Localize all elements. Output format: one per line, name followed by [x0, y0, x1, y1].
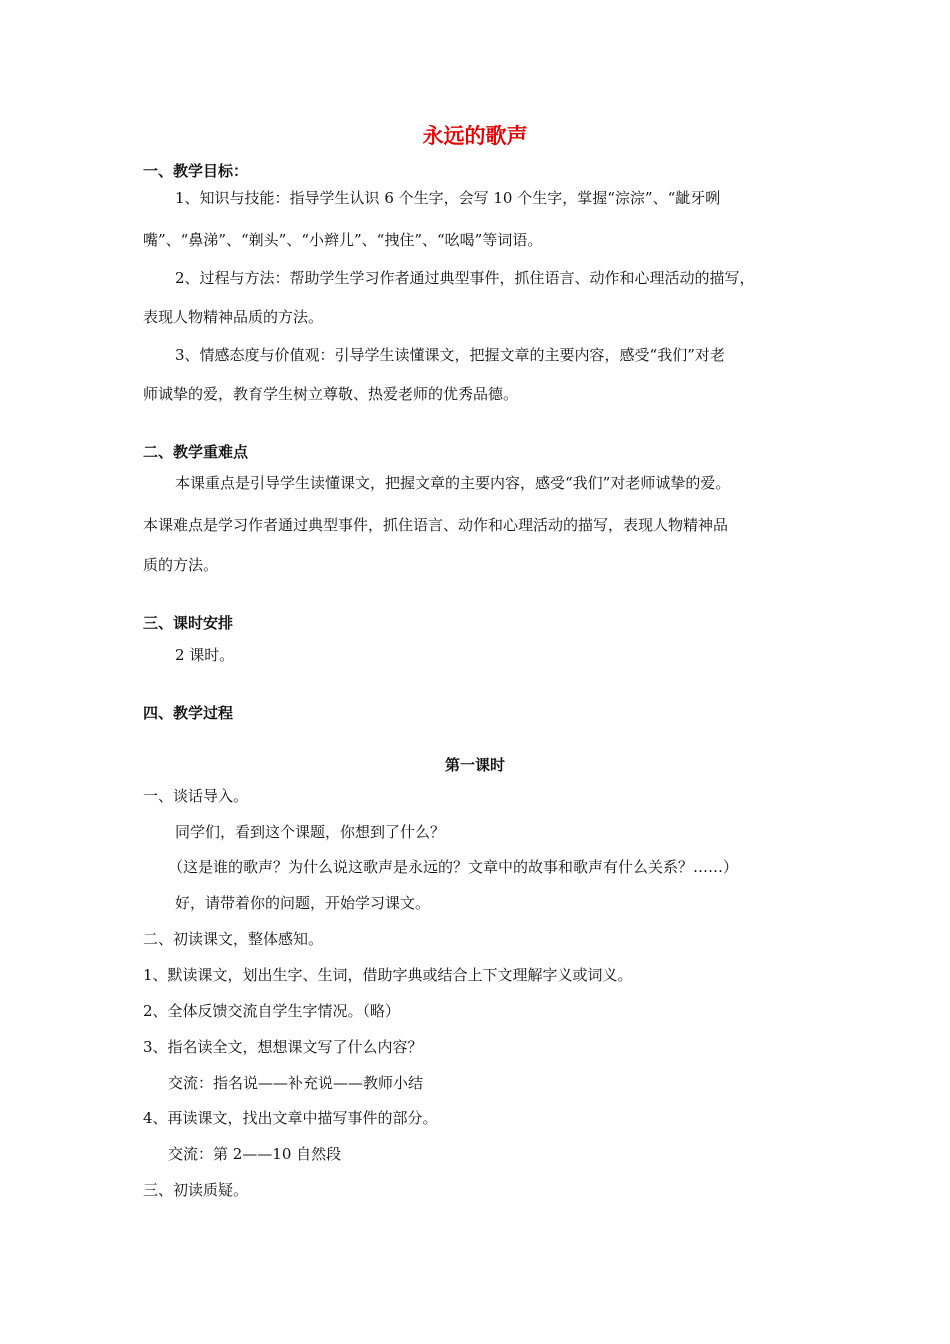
list-item: 2、全体反馈交流自学生字情况。（略） — [143, 1002, 401, 1020]
section-heading-key-points: 二、教学重难点 — [143, 443, 249, 461]
section-heading-process: 四、教学过程 — [143, 704, 234, 722]
paragraph-line: 质的方法。 — [143, 556, 219, 574]
lesson-heading: 第一课时 — [444, 756, 505, 774]
paragraph-line: 2 课时。 — [175, 646, 235, 664]
step-heading: 二、初读课文，整体感知。 — [143, 930, 324, 948]
paragraph-line: 2、过程与方法：帮助学生学习作者通过典型事件，抓住语言、动作和心理活动的描写， — [175, 269, 755, 287]
paragraph-line: 1、知识与技能：指导学生认识 6 个生字，会写 10 个生字，掌握“淙淙”、“龇牙咧 — [175, 189, 721, 207]
paragraph-line: 同学们，看到这个课题，你想到了什么？ — [175, 823, 446, 841]
document-title: 永远的歌声 — [422, 124, 528, 148]
list-item: 3、指名读全文，想想课文写了什么内容？ — [143, 1038, 423, 1056]
paragraph-line: 交流：指名说——补充说——教师小结 — [168, 1074, 424, 1092]
step-heading: 三、初读质疑。 — [143, 1181, 249, 1199]
list-item: 4、再读课文，找出文章中描写事件的部分。 — [143, 1109, 438, 1127]
list-item: 1、默读课文，划出生字、生词，借助字典或结合上下文理解字义或词义。 — [143, 966, 633, 984]
step-heading: 一、谈话导入。 — [143, 787, 249, 805]
paragraph-line: 本课重点是引导学生读懂课文，把握文章的主要内容，感受“我们”对老师诚挚的爱。 — [175, 474, 731, 492]
paragraph-line: 交流：第 2——10 自然段 — [168, 1145, 342, 1163]
paragraph-line: （这是谁的歌声？为什么说这歌声是永远的？文章中的故事和歌声有什么关系？……） — [168, 858, 739, 876]
section-heading-objectives: 一、教学目标： — [143, 162, 249, 180]
section-heading-schedule: 三、课时安排 — [143, 614, 234, 632]
paragraph-line: 师诚挚的爱，教育学生树立尊敬、热爱老师的优秀品德。 — [143, 385, 519, 403]
paragraph-line: 好，请带着你的问题，开始学习课文。 — [175, 894, 431, 912]
paragraph-line: 嘴”、“鼻涕”、“剃头”、“小辫儿”、“拽住”、“吆喝”等词语。 — [143, 231, 543, 249]
paragraph-line: 表现人物精神品质的方法。 — [143, 308, 324, 326]
paragraph-line: 3、情感态度与价值观：引导学生读懂课文，把握文章的主要内容，感受“我们”对老 — [175, 346, 725, 364]
paragraph-line: 本课难点是学习作者通过典型事件，抓住语言、动作和心理活动的描写，表现人物精神品 — [143, 516, 729, 534]
